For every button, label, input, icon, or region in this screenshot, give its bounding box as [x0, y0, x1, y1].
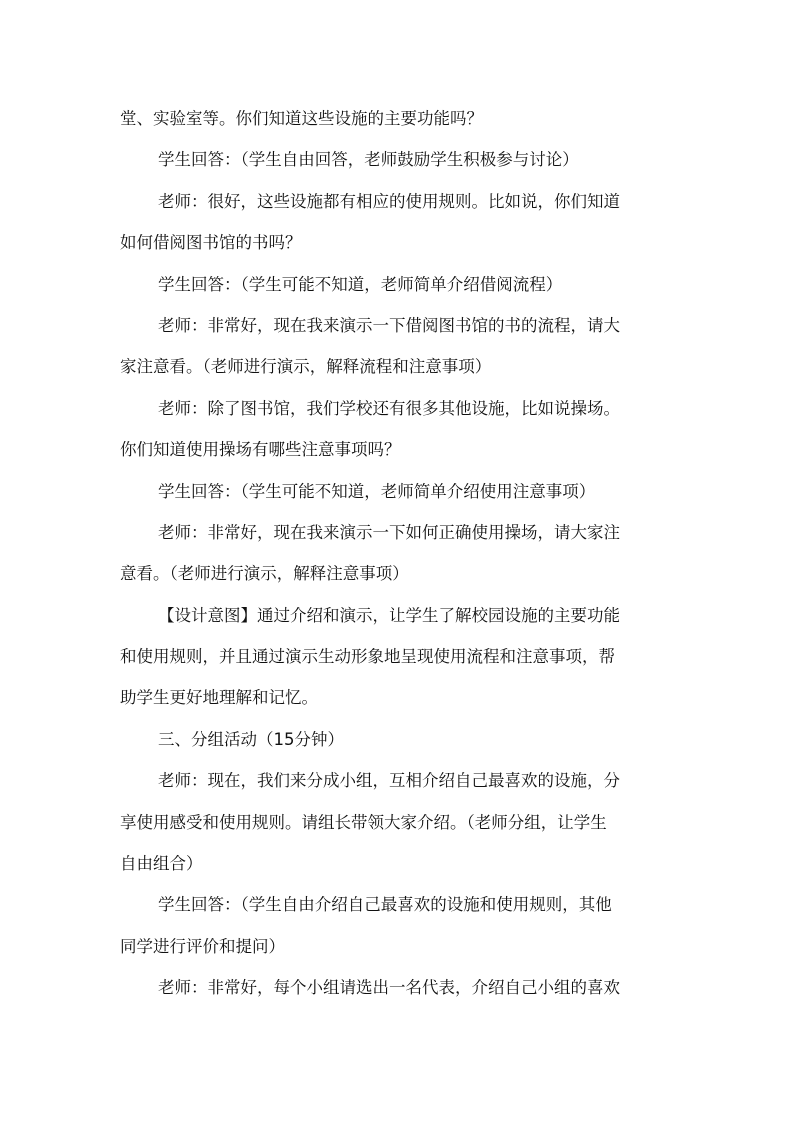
paragraph-line: 享使用感受和使用规则。请组长带领大家介绍。（老师分组，让学生 [120, 812, 607, 832]
paragraph-line: 助学生更好地理解和记忆。 [120, 688, 318, 708]
paragraph-line: 老师：很好，这些设施都有相应的使用规则。比如说，你们知道 [158, 191, 620, 211]
paragraph-line: 老师：现在，我们来分成小组，互相介绍自己最喜欢的设施，分 [158, 771, 620, 791]
paragraph-line: 意看。（老师进行演示，解释注意事项） [120, 564, 409, 584]
paragraph-line: 学生回答：（学生可能不知道，老师简单介绍借阅流程） [158, 274, 563, 294]
paragraph-line: 家注意看。（老师进行演示，解释流程和注意事项） [120, 357, 492, 377]
paragraph-line: 老师：非常好，现在我来演示一下借阅图书馆的书的流程，请大 [158, 315, 620, 335]
paragraph-line: 学生回答：（学生自由回答，老师鼓励学生积极参与讨论） [158, 150, 579, 170]
section-heading: 三、分组活动（15分钟） [158, 729, 344, 749]
paragraph-line: 同学进行评价和提问） [120, 936, 285, 956]
paragraph-line: 老师：非常好，每个小组请选出一名代表，介绍自己小组的喜欢 [158, 978, 620, 998]
paragraph-line: 堂、实验室等。你们知道这些设施的主要功能吗？ [120, 109, 483, 128]
paragraph-line: 学生回答：（学生自由介绍自己最喜欢的设施和使用规则，其他 [158, 895, 612, 915]
paragraph-line: 你们知道使用操场有哪些注意事项吗？ [120, 440, 401, 460]
paragraph-line: 【设计意图】通过介绍和演示，让学生了解校园设施的主要功能 [158, 605, 620, 625]
paragraph-line: 老师：非常好，现在我来演示一下如何正确使用操场，请大家注 [158, 522, 620, 542]
paragraph-line: 如何借阅图书馆的书吗？ [120, 233, 302, 253]
paragraph-line: 自由组合） [120, 854, 203, 874]
paragraph-line: 老师：除了图书馆，我们学校还有很多其他设施，比如说操场。 [158, 398, 620, 418]
paragraph-line: 学生回答：（学生可能不知道，老师简单介绍使用注意事项） [158, 481, 596, 501]
document-body [120, 98, 680, 1009]
paragraph-line: 和使用规则，并且通过演示生动形象地呈现使用流程和注意事项，帮 [120, 647, 615, 667]
